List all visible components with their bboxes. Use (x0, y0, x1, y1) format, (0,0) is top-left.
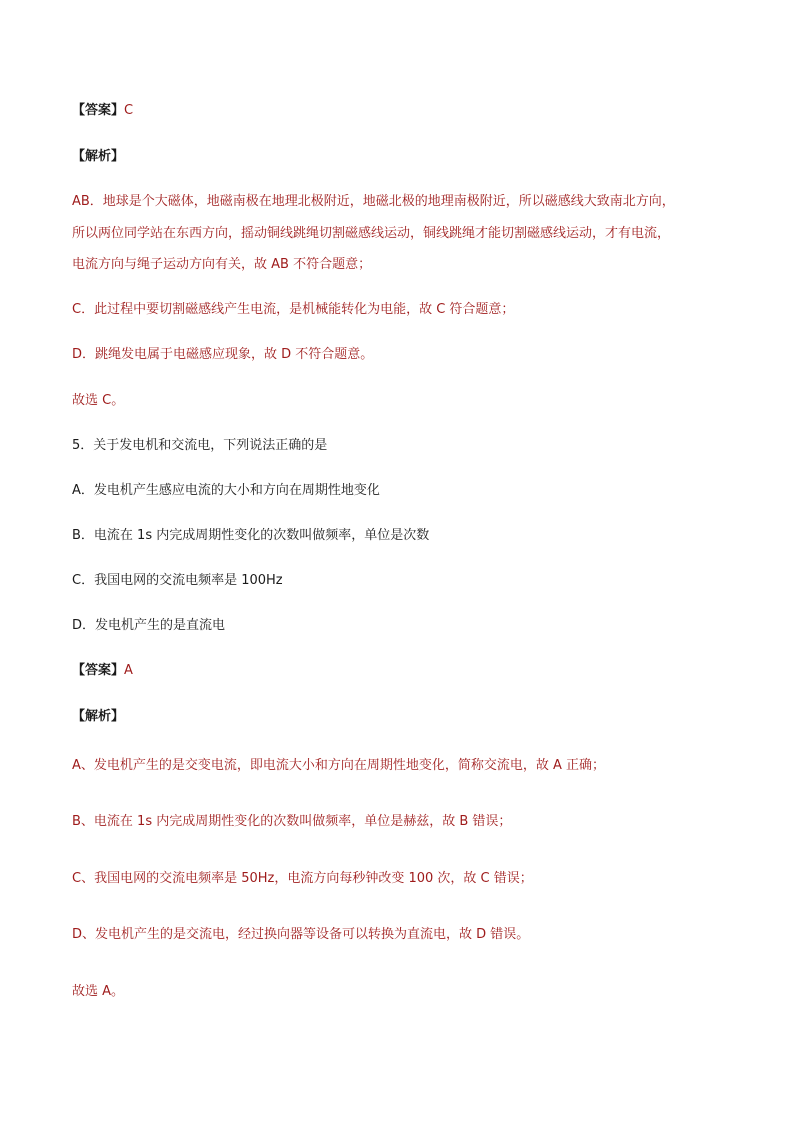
analysis-line: B、电流在 1s 内完成周期性变化的次数叫做频率，单位是赫兹，故 B 错误； (72, 814, 512, 829)
conclusion-text: 故选 C。 (72, 393, 125, 408)
question-stem: 5．关于发电机和交流电，下列说法正确的是 (72, 438, 328, 453)
option-a: A．发电机产生感应电流的大小和方向在周期性地变化 (72, 483, 380, 498)
answer-line (72, 662, 133, 680)
answer-value: A (124, 663, 133, 678)
analysis-line: AB．地球是个大磁体，地磁南极在地理北极附近，地磁北极的地理南极附近，所以磁感线大致南北方向， (72, 194, 675, 209)
answer-tag: 【答案】 (72, 663, 125, 678)
option-d: D．发电机产生的是直流电 (72, 618, 226, 633)
analysis-line: 电流方向与绳子运动方向有关，故 AB 不符合题意； (72, 257, 372, 272)
conclusion-text: 故选 A。 (72, 984, 125, 999)
analysis-line: A、发电机产生的是交变电流，即电流大小和方向在周期性地变化，简称交流电，故 A 正确； (72, 758, 606, 773)
analysis-line: 所以两位同学站在东西方向，摇动铜线跳绳切割磁感线运动，铜线跳绳才能切割磁感线运动，才有电流， (72, 226, 671, 241)
analysis-tag: 【解析】 (72, 709, 125, 724)
analysis-line: C．此过程中要切割磁感线产生电流，是机械能转化为电能，故 C 符合题意； (72, 302, 515, 317)
answer-value: C (124, 103, 134, 118)
option-c: C．我国电网的交流电频率是 100Hz (72, 573, 283, 588)
analysis-tag: 【解析】 (72, 149, 125, 164)
analysis-line: C、我国电网的交流电频率是 50Hz，电流方向每秒钟改变 100 次，故 C 错误； (72, 871, 533, 886)
answer-line (72, 102, 133, 120)
answer-tag: 【答案】 (72, 103, 125, 118)
analysis-line: D．跳绳发电属于电磁感应现象，故 D 不符合题意。 (72, 347, 374, 362)
option-b: B．电流在 1s 内完成周期性变化的次数叫做频率，单位是次数 (72, 528, 430, 543)
analysis-line: D、发电机产生的是交流电，经过换向器等设备可以转换为直流电，故 D 错误。 (72, 927, 530, 942)
